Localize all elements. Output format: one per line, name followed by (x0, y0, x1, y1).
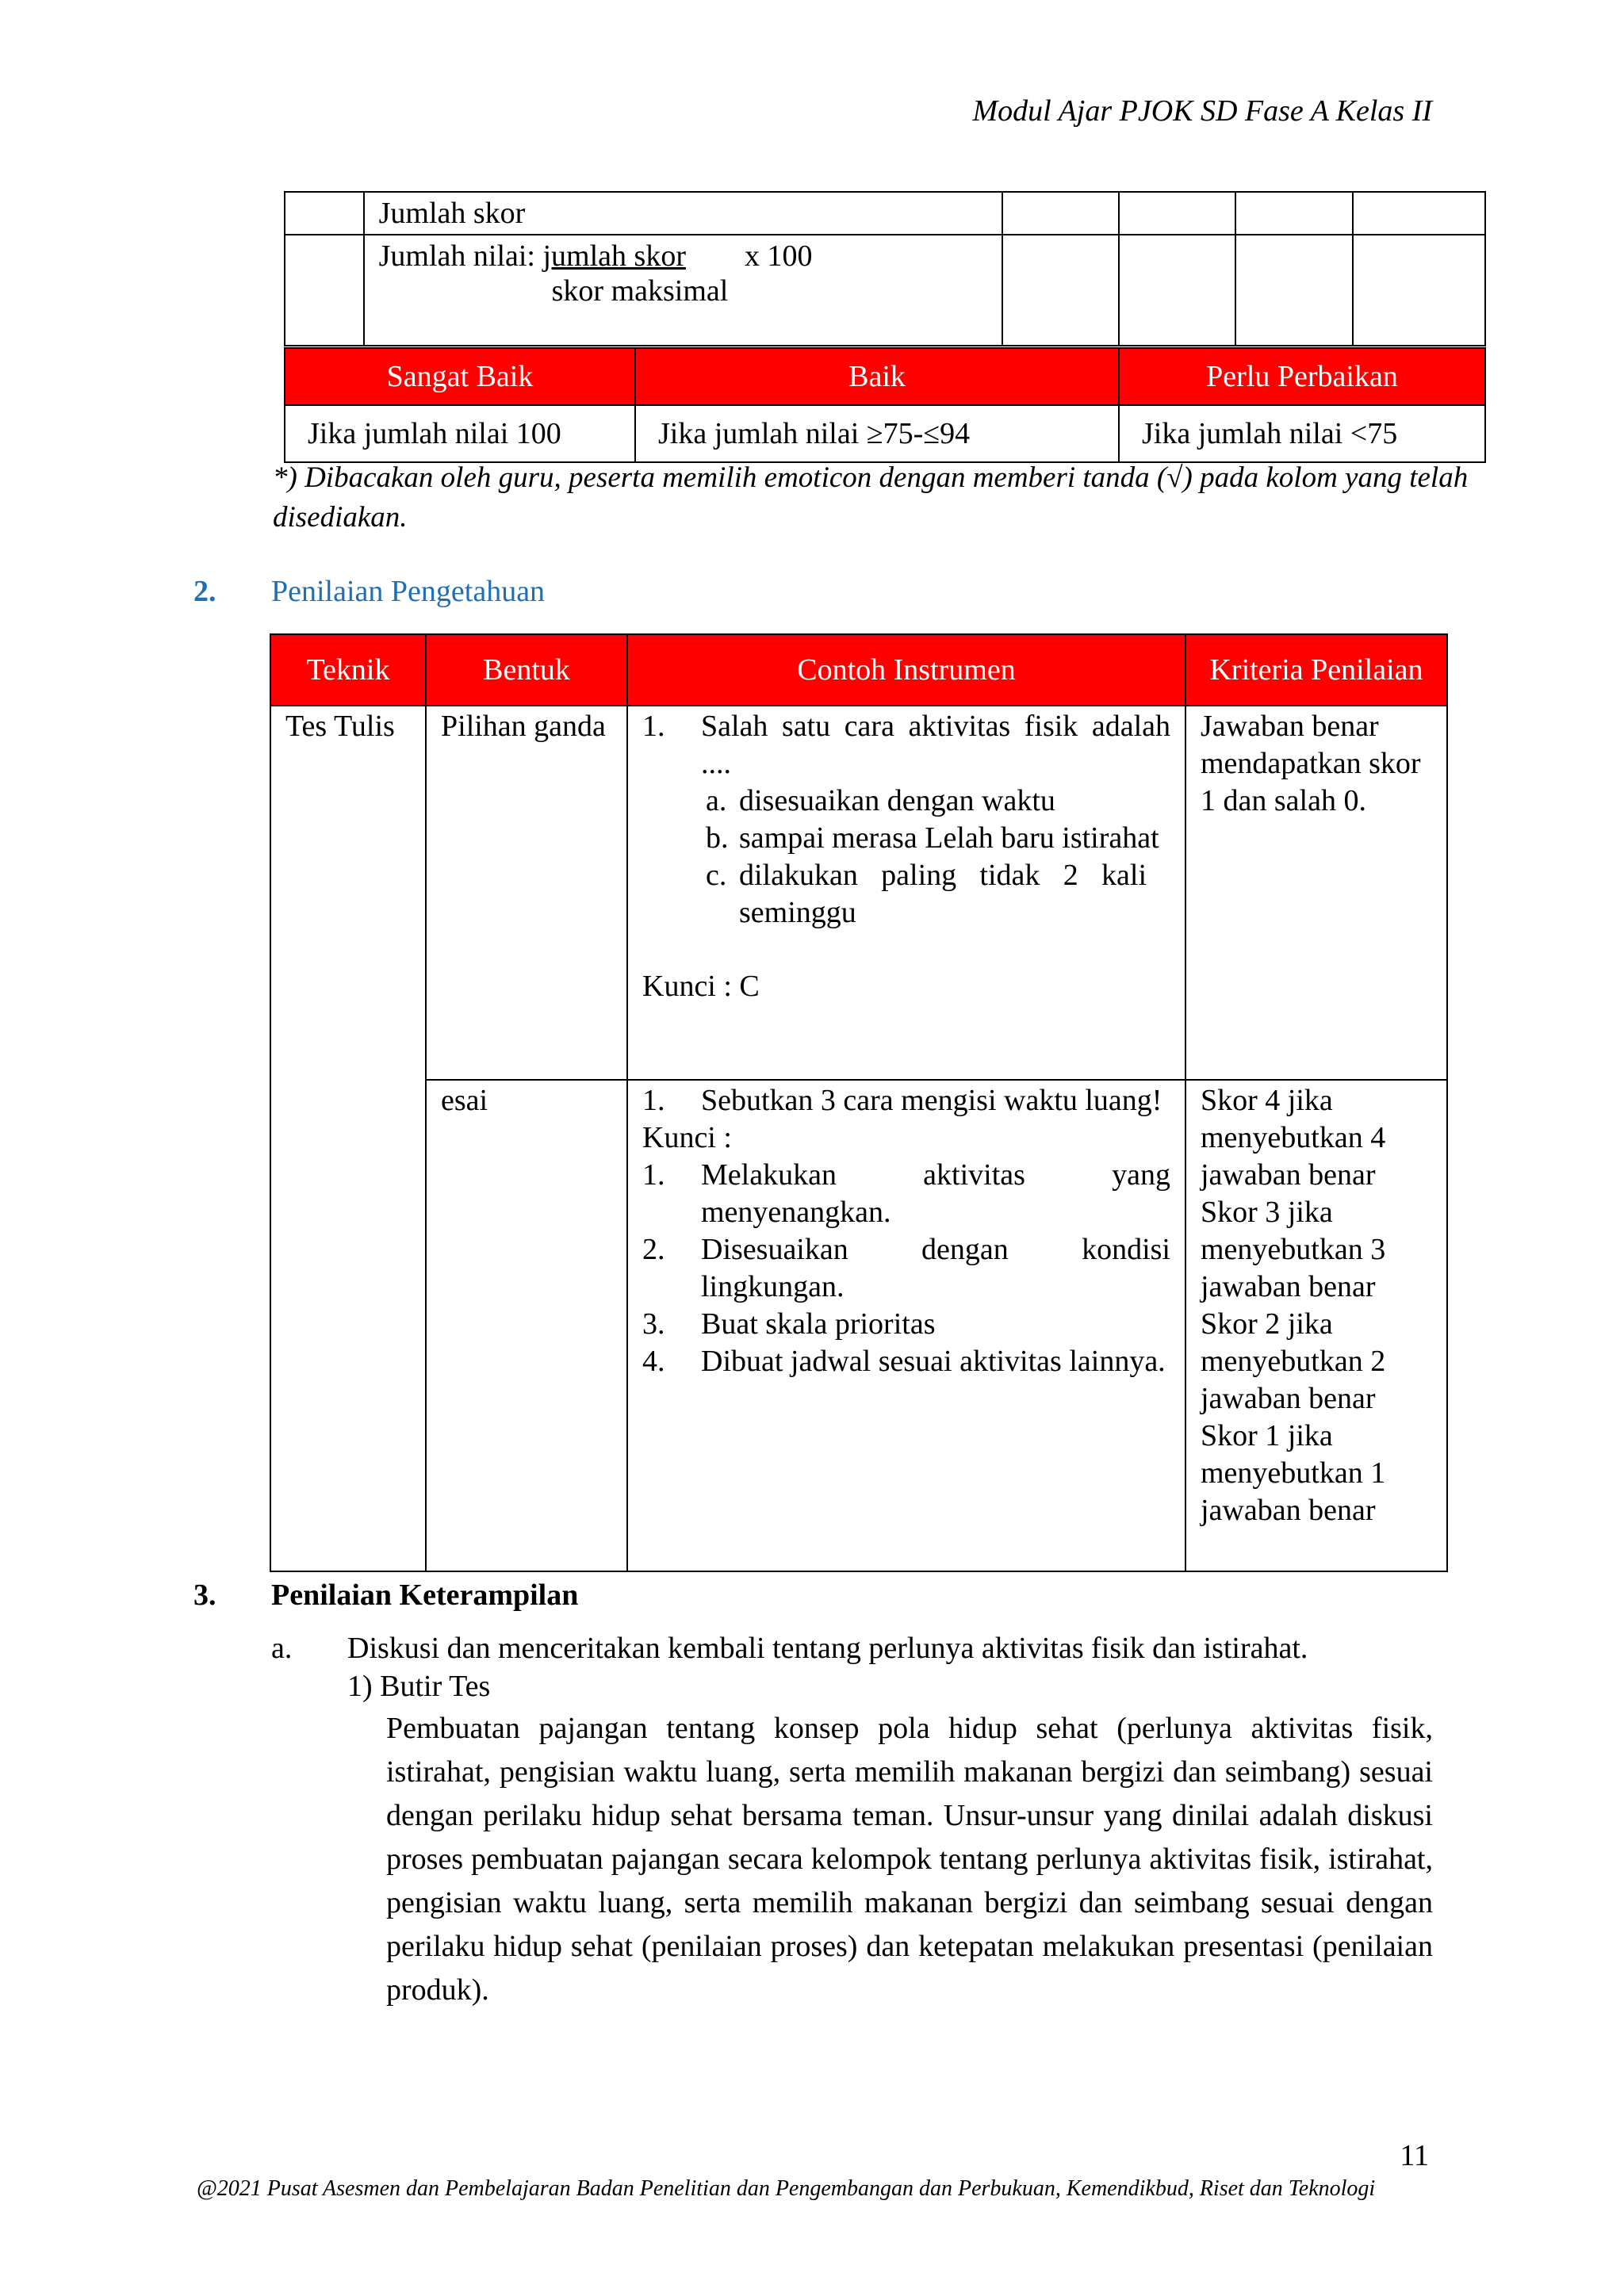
col-kriteria: Kriteria Penilaian (1185, 634, 1447, 706)
col-contoh-instrumen: Contoh Instrumen (627, 634, 1185, 706)
table-note: *) Dibacakan oleh guru, peserta memilih emoticon dengan memberi tanda (√) pada kolom yang telah disediakan. (273, 461, 1469, 534)
score-table (284, 191, 1486, 346)
grade-value-needs-improvement: Jika jumlah nilai <75 (1119, 405, 1485, 462)
col-teknik: Teknik (270, 634, 426, 706)
knowledge-assessment-table (270, 633, 1448, 1572)
item-a: a. Diskusi dan menceritakan kembali tentang perlunya aktivitas fisik dan istirahat. (271, 1632, 1308, 1665)
criteria-cell-essay: Skor 4 jika menyebutkan 4 jawaban benar Skor 3 jika menyebutkan 3 jawaban benar Skor 2 jika menyebutkan 2 jawaban benar Skor 1 jika menyebutkan 1 jawaban benar (1185, 1080, 1447, 1571)
instrument-cell: 1. Salah satu cara aktivitas fisik adalah .... a. disesuaikan dengan waktu b. sampai merasa Lelah baru istirahat c. dilakukan paling tidak 2 kali seminggu Kunci : C (627, 706, 1185, 1080)
grade-value-very-good: Jika jumlah nilai 100 (285, 405, 635, 462)
grade-value-good: Jika jumlah nilai ≥75-≤94 (635, 405, 1119, 462)
score-row-formula: Jumlah nilai: jumlah skor x 100 skor maksimal (364, 235, 1002, 346)
bentuk-cell: Pilihan ganda (426, 706, 627, 1080)
page-number: 11 (1400, 2139, 1429, 2172)
item-1-butir-tes: 1) Butir Tes (347, 1670, 491, 1703)
teknik-cell: Tes Tulis (270, 706, 426, 1571)
grade-header-good: Baik (635, 348, 1119, 405)
section-3-heading: 3. Penilaian Keterampilan (193, 1578, 579, 1612)
grade-table (284, 347, 1486, 463)
col-bentuk: Bentuk (426, 634, 627, 706)
section-2-heading: 2. Penilaian Pengetahuan (193, 575, 546, 608)
page-footer: @2021 Pusat Asesmen dan Pembelajaran Badan Penelitian dan Pengembangan dan Perbukuan, Kemendikbud, Riset dan Teknologi (197, 2176, 1376, 2201)
body-paragraph: Pembuatan pajangan tentang konsep pola hidup sehat (perlunya aktivitas fisik, istirahat, pengisian waktu luang, serta memilih makanan bergizi dan seimbang) sesuai dengan perilaku hidup sehat bersama teman. Unsur-unsur yang dinilai adalah diskusi proses pembuatan pajangan secara kelompok tentang perlunya aktivitas fisik, istirahat, pengisian waktu luang, serta memilih makanan bergizi dan seimbang sesuai dengan perilaku hidup sehat (penilaian proses) dan ketepatan melakukan presentasi (penilaian produk). (386, 1712, 1433, 2007)
instrument-cell-essay: 1. Sebutkan 3 cara mengisi waktu luang! Kunci : 1. Melakukan aktivitas yang menyenangkan. 2. Disesuaikan dengan kondisi lingkungan. 3. Buat skala prioritas 4. Dibuat jadwal sesuai aktivitas lainnya. (627, 1080, 1185, 1571)
criteria-cell: Jawaban benar mendapatkan skor 1 dan salah 0. (1185, 706, 1447, 1080)
grade-header-very-good: Sangat Baik (285, 348, 635, 405)
grade-header-needs-improvement: Perlu Perbaikan (1119, 348, 1485, 405)
score-row-total: Jumlah skor (364, 192, 1002, 235)
page-header: Modul Ajar PJOK SD Fase A Kelas II (972, 94, 1432, 128)
bentuk-cell-essay: esai (426, 1080, 627, 1571)
